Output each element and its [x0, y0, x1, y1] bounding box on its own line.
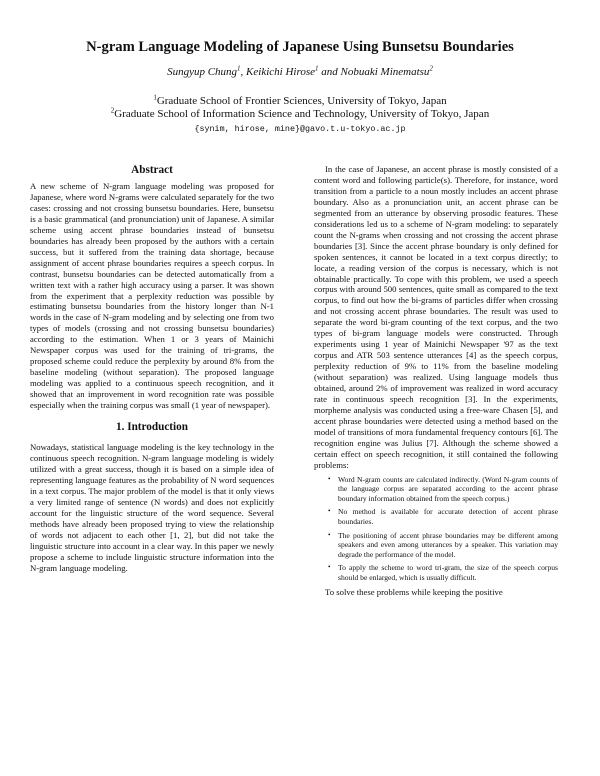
author-list: [40, 66, 560, 79]
email-address: {synim, hirose, mine}@gavo.t.u-tokyo.ac.jp: [194, 124, 406, 134]
affiliation-line: [40, 108, 560, 121]
author-affiliation-mark: 2: [429, 64, 433, 73]
author-separator: ,: [240, 66, 247, 78]
body-paragraph: In the case of Japanese, an accent phrase is mostly consisted of a content word and following particle(s). Therefore, for instance, word transition from a particle to a noun mostly includes an accent phrase boundary. Also as a pronunciation unit, an accent phrase can be segmented from an utterance by observing prosodic features. These considerations led us to a scheme of N-gram modeling: to separately count the N-grams when crossing and not crossing the accent phrase boundaries [3]. Since the accent phrase boundary is only defined for spoken sentences, it cannot be located in a text corpus directly; to locate, a reading version of the corpus is necessary, which is not obtainable practically. To cope with this problem, we used a speech corpus with around 500 sentences, quite small as compared to the text corpus, to find out how the bi-grams of particles differ when crossing and not crossing accent phrase boundaries. The result was used to separate the word bi-gram counting of the text corpus, and the two types of bi-gram language models were constructed. Through experiments using 1 year of Mainichi Newspaper '97 as the text corpus and ATR 503 sentence utterances [4] as the speech corpus, perplexity reduction of 9% to 11% from the baseline modeling (without separation) was realized. Using language models thus obtained, around 2% of improvement was realized in word accuracy rate in continuous speech recognition [3]. In the experiments, morpheme analysis was conducted using a free-ware Chasen [5], and accent phrase boundaries were detected using a method based on the model of transitions of mora fundamental frequency contours [6]. The recognition engine was Julius [7]. Although the scheme showed a certain effect on speech recognition, it still contained the following problems:: [314, 164, 558, 470]
body-paragraph-continued: To solve these problems while keeping the positive: [325, 586, 503, 597]
list-item: [328, 475, 558, 504]
author-name: Nobuaki Minematsu: [340, 66, 430, 78]
bullet-icon: •: [328, 507, 331, 516]
introduction-heading: 1. Introduction: [116, 421, 188, 434]
list-item: [328, 531, 558, 560]
right-column: [314, 164, 558, 598]
paper-title: N-gram Language Modeling of Japanese Using Bunsetsu Boundaries: [86, 39, 514, 55]
list-item-text: To apply the scheme to word tri-gram, the size of the speech corpus should be enlarged, which is usually difficult.: [338, 563, 558, 583]
bullet-icon: •: [328, 530, 331, 539]
affiliation-mark: 2: [110, 106, 115, 115]
affiliation-text: Graduate School of Frontier Sciences, University of Tokyo, Japan: [156, 95, 447, 107]
list-item-text: Word N-gram counts are calculated indirectly. (Word N-gram counts of the language corpus are separated according to the accent phrase boundary information obtained from the speech corpus.): [338, 474, 558, 503]
affiliation-mark: 1: [153, 93, 157, 102]
author-affiliation-mark: 1: [315, 64, 319, 73]
introduction-paragraph: Nowadays, statistical language modeling is the key technology in the continuous speech recognition. N-gram language modeling is widely utilized with a great success, though it is based on a simple idea of representing language features as the probability of N word sequences in a text corpus. The major problem of the model is that it only views a very limited range of sentence (N words) and does not explicitly account for the linguistic structure of the word sequence. Several methods have already been proposed trying to view the relationship of words not adjacent to each other [1, 2], but did not take the linguistic structure into account in a clear way. In this paper we newly propose a scheme to include linguistic structure information into the N-gram language modeling.: [30, 442, 274, 573]
abstract-heading: Abstract: [131, 164, 173, 176]
author-name: Keikichi Hirose: [246, 66, 315, 78]
affiliation-text: Graduate School of Information Science and Technology, University of Tokyo, Japan: [114, 108, 490, 120]
author-name: Sungyup Chung: [167, 66, 238, 78]
list-item-text: No method is available for accurate detection of accent phrase boundaries.: [338, 507, 558, 527]
problem-list: [314, 475, 558, 583]
bullet-icon: •: [328, 563, 331, 572]
list-item: [328, 563, 558, 582]
affiliation-block: [40, 95, 560, 136]
bullet-icon: •: [328, 474, 331, 483]
list-item: [328, 507, 558, 526]
abstract-text: A new scheme of N-gram language modeling was proposed for Japanese, where word N-grams were calculated separately for the two cases: crossing and not crossing bunsetsu boundaries. Here, bunsetsu is a basic grammatical (and pronunciation) unit of Japanese. A similar scheme using accent phrase boundaries instead of bunsetsu boundaries has already been proposed by the authors with a certain success, but it suffered from the training data shortage, because assignment of accent phrase boundaries requires a speech corpus. In contrast, bunsetsu boundaries can be detected automatically from a written text with a rather high accuracy using a parser. It was shown from the experiment that a perplexity reduction was possible by estimating bunsetsu boundaries from the history longer than N-1 words in the case of N-gram modeling and by selecting one from two types of models (crossing and not crossing bunsetsu boundaries) according to the estimation. When 1 or 3 years of Mainichi Newspaper corpus was used for the training of tri-grams, the proposed scheme could reduce the perplexity by around 8% from the baseline modeling (without separation). The proposed language modeling was applied to a continuous speech recognition, and it showed that an improvement in word recognition rate was possible especially when the training corpus was small (1 year of newspaper).: [30, 181, 274, 411]
author-affiliation-mark: 1: [237, 64, 241, 73]
list-item-text: The positioning of accent phrase boundaries may be different among speakers and even among utterances by a speaker. This variation may degrade the performance of the model.: [338, 530, 558, 559]
affiliation-line: [40, 95, 560, 108]
author-conjunction: and: [318, 66, 341, 78]
left-column: [30, 164, 274, 573]
